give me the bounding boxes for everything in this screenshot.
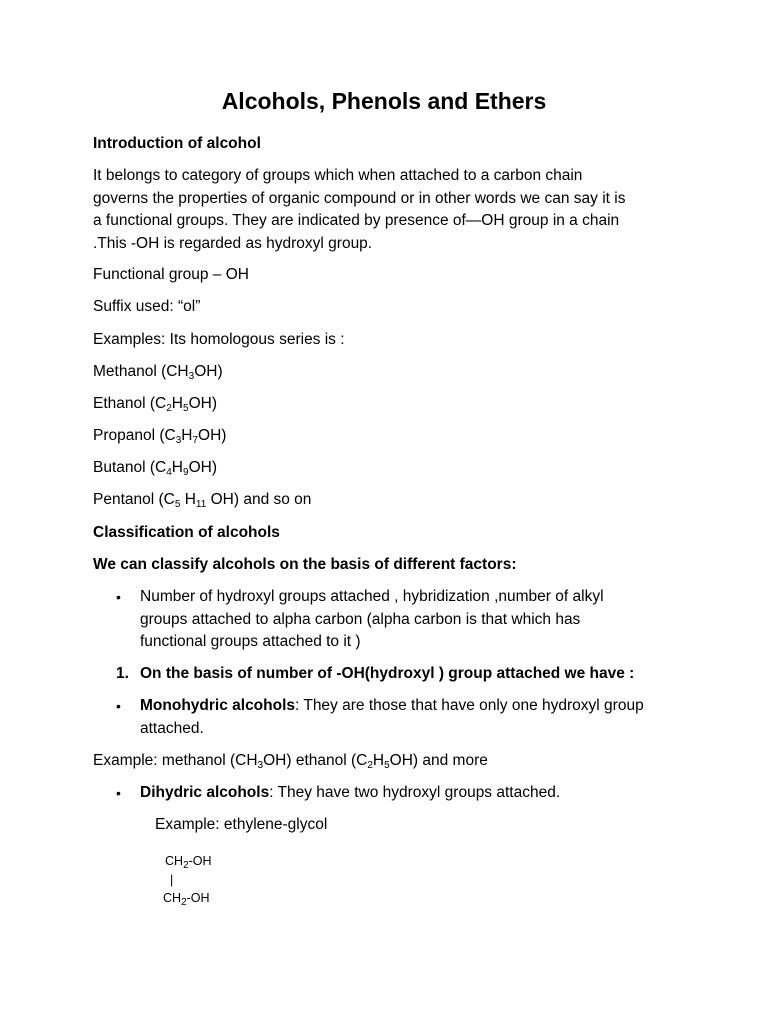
numbered-text: On the basis of number of -OH(hydroxyl ) group attached we have :	[140, 665, 635, 682]
bullet-text: Monohydric alcohols: They are those that have only one hydroxyl group attached.	[140, 697, 644, 737]
bullet-item-dihydric	[116, 782, 686, 805]
classification-subheading: We can classify alcohols on the basis of different factors:	[93, 556, 517, 573]
monohydric-example: Example: methanol $(CH_3OH)$ ethanol $(C_2H_5OH)$ and more	[93, 752, 488, 771]
glycol-bond: |	[170, 873, 174, 887]
suffix-line: Suffix used: “ol”	[93, 298, 201, 315]
intro-paragraph	[93, 165, 683, 255]
series-pentanol: Pentanol ($C_5$ $H_{11}$ OH) and so on	[93, 491, 312, 510]
intro-line: It belongs to category of groups which when attached to a carbon chain	[93, 167, 583, 184]
glycol-bottom: $CH_2-OH$	[163, 891, 210, 908]
examples-intro-line: Examples: Its homologous series is :	[93, 331, 345, 348]
bullet-text: Dihydric alcohols: They have two hydroxyl groups attached.	[140, 784, 561, 801]
monohydric-term: Monohydric alcohols	[140, 697, 296, 714]
series-ethanol: Ethanol $(C_2H_5OH)$	[93, 395, 217, 414]
intro-heading: Introduction of alcohol	[93, 135, 261, 152]
dihydric-example: Example: ethylene-glycol	[155, 816, 328, 833]
series-butanol: Butanol $(C_4H_9OH)$	[93, 459, 217, 478]
series-methanol: Methanol $(CH_3OH)$	[93, 363, 223, 382]
intro-line: .This -OH is regarded as hydroxyl group.	[93, 234, 373, 252]
dihydric-term: Dihydric alcohols	[140, 784, 270, 801]
bullet-item-factors	[116, 586, 686, 654]
page-title: Alcohols, Phenols and Ethers	[221, 88, 547, 114]
bullet-icon: •	[116, 785, 121, 801]
numbered-item-1	[116, 663, 686, 686]
series-propanol: Propanol $(C_3H_7OH)$	[93, 427, 227, 446]
bullet-text: Number of hydroxyl groups attached , hybridization ,number of alkyl groups attached to alpha carbon (alpha carbon is that which has functional groups attached to it )	[140, 588, 604, 650]
bullet-icon: •	[116, 698, 121, 714]
functional-group-line: Functional group – OH	[93, 266, 249, 283]
classification-heading: Classification of alcohols	[93, 524, 280, 541]
bullet-icon: •	[116, 589, 121, 605]
intro-line: a functional groups. They are indicated by presence of—OH group in a chain	[93, 212, 620, 229]
intro-line: governs the properties of organic compound or in other words we can say it is	[93, 189, 626, 207]
glycol-top: $CH_2-OH$	[165, 854, 212, 871]
bullet-item-monohydric	[116, 695, 686, 740]
list-number: 1.	[116, 665, 129, 682]
